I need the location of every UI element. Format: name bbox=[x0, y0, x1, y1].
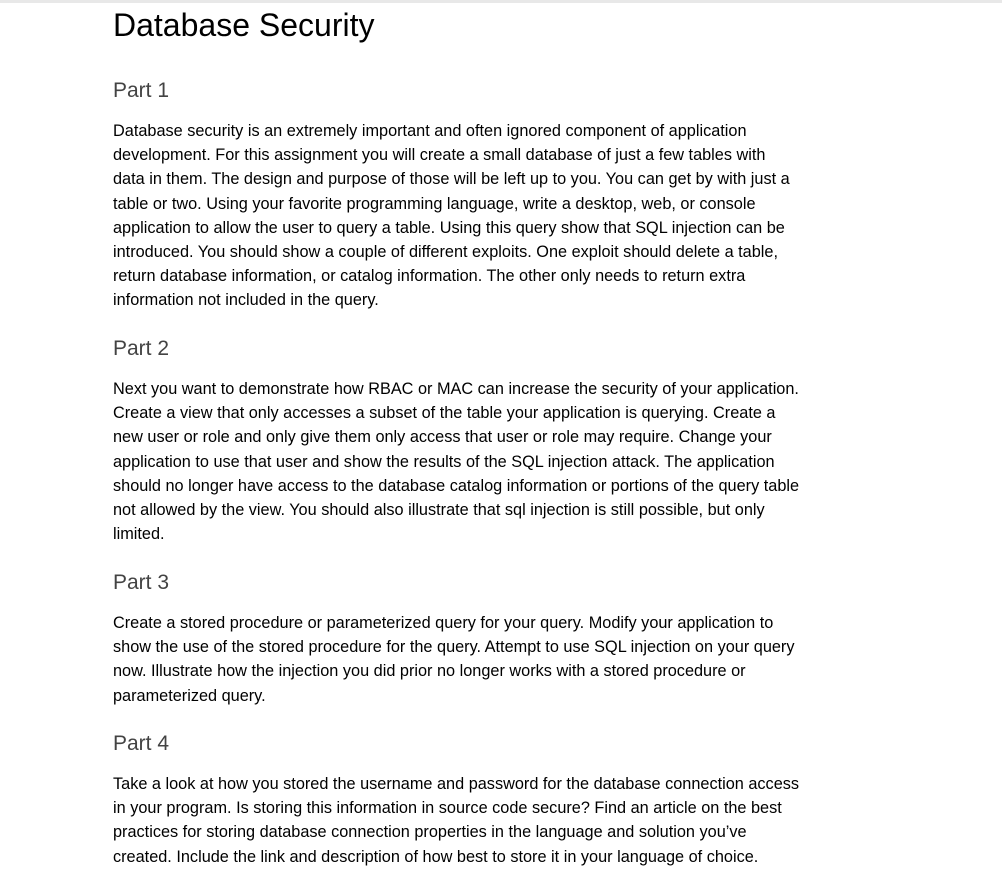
body-line: Next you want to demonstrate how RBAC or MAC can increase the security of your application. bbox=[113, 380, 799, 398]
body-line: practices for storing database connection properties in the language and solution you’ve bbox=[113, 823, 747, 842]
body-line: table or two. Using your favorite programming language, write a desktop, web, or console bbox=[113, 194, 756, 213]
body-line: Database security is an extremely important and often ignored component of application bbox=[113, 122, 747, 140]
section-part-4 bbox=[113, 731, 903, 869]
section-heading: Part 3 bbox=[113, 571, 170, 594]
body-line: limited. bbox=[113, 525, 165, 544]
body-line: development. For this assignment you will create a small database of just a few tables with bbox=[113, 146, 766, 165]
body-line: not allowed by the view. You should also illustrate that sql injection is still possible, but only bbox=[113, 501, 765, 520]
body-line: application to use that user and show the results of the SQL injection attack. The application bbox=[113, 452, 775, 471]
body-line: Create a stored procedure or parameterized query for your query. Modify your application to bbox=[113, 614, 774, 632]
body-line: in your program. Is storing this information in source code secure? Find an article on the best bbox=[113, 799, 782, 818]
body-line: now. Illustrate how the injection you did prior no longer works with a stored procedure or bbox=[113, 662, 746, 681]
body-line: introduced. You should show a couple of different exploits. One exploit should delete a table, bbox=[113, 243, 778, 262]
body-line: Take a look at how you stored the username and password for the database connection access bbox=[113, 775, 800, 793]
section-part-2 bbox=[113, 336, 903, 546]
section-body bbox=[113, 377, 903, 546]
body-line: Create a view that only accesses a subset of the table your application is querying. Create a bbox=[113, 404, 776, 423]
body-line: created. Include the link and description of how best to store it in your language of choice. bbox=[113, 847, 759, 866]
page-top-rule bbox=[0, 0, 1002, 3]
document-title: Database Security bbox=[113, 7, 375, 43]
section-heading: Part 4 bbox=[113, 732, 170, 755]
section-body bbox=[113, 119, 903, 313]
section-part-3 bbox=[113, 570, 903, 708]
body-line: information not included in the query. bbox=[113, 291, 379, 310]
body-line: new user or role and only give them only access that user or role may require. Change your bbox=[113, 428, 772, 447]
body-line: parameterized query. bbox=[113, 686, 266, 705]
body-line: should no longer have access to the database catalog information or portions of the query table bbox=[113, 476, 800, 495]
body-line: return database information, or catalog information. The other only needs to return extra bbox=[113, 267, 746, 286]
section-body bbox=[113, 772, 903, 869]
section-heading: Part 2 bbox=[113, 337, 170, 360]
section-part-1 bbox=[113, 78, 903, 313]
body-line: data in them. The design and purpose of those will be left up to you. You can get by with just a bbox=[113, 170, 790, 189]
body-line: show the use of the stored procedure for the query. Attempt to use SQL injection on your query bbox=[113, 638, 795, 657]
body-line: application to allow the user to query a table. Using this query show that SQL injection can be bbox=[113, 218, 785, 237]
section-body bbox=[113, 611, 903, 708]
section-heading: Part 1 bbox=[113, 79, 170, 102]
